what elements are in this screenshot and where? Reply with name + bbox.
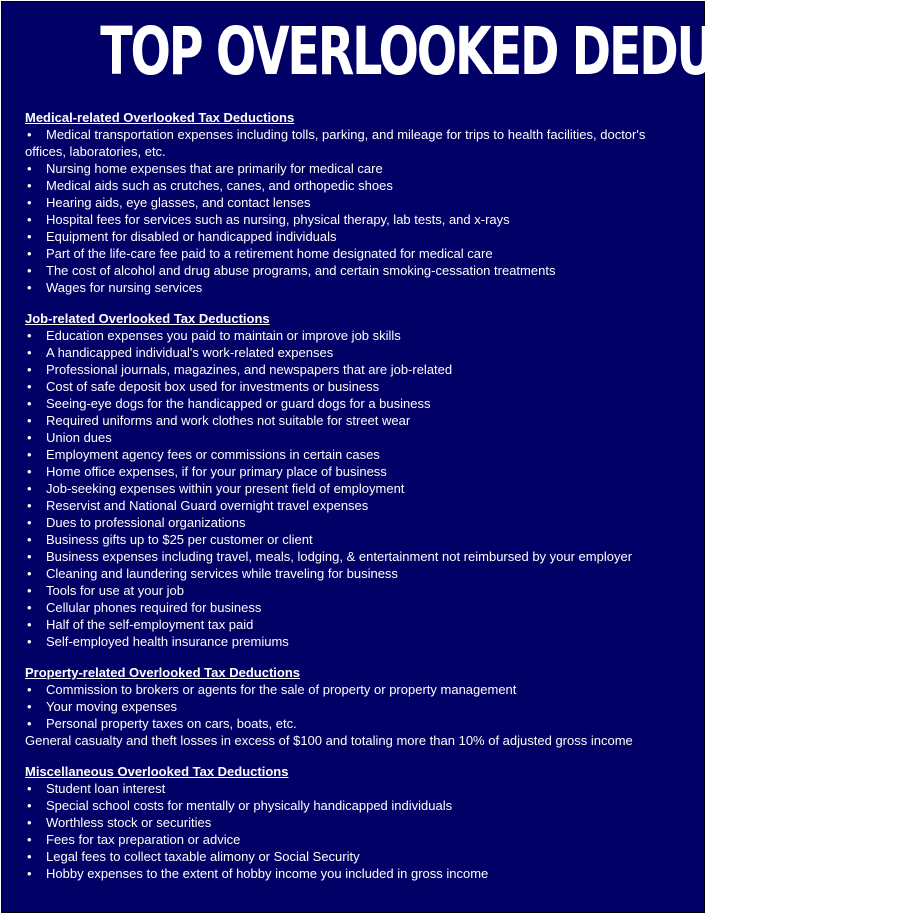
section-medical	[25, 109, 675, 296]
list-item: • Job-seeking expenses within your present field of employment	[25, 480, 675, 497]
section-heading: Miscellaneous Overlooked Tax Deductions	[25, 764, 289, 779]
list-item: • Special school costs for mentally or physically handicapped individuals	[25, 797, 675, 814]
list-item: • Medical aids such as crutches, canes, and orthopedic shoes	[25, 177, 675, 194]
list-item: • Self-employed health insurance premiums	[25, 633, 675, 650]
list-item: • Business expenses including travel, meals, lodging, & entertainment not reimbursed by your employer	[25, 548, 675, 565]
list-item: • Hearing aids, eye glasses, and contact lenses	[25, 194, 675, 211]
section-property	[25, 664, 675, 749]
list-item: • Student loan interest	[25, 780, 675, 797]
section-miscellaneous	[25, 763, 675, 882]
deduction-list	[25, 780, 675, 882]
list-item: • Half of the self-employment tax paid	[25, 616, 675, 633]
list-item: • Personal property taxes on cars, boats, etc.	[25, 715, 675, 732]
list-item: • Part of the life-care fee paid to a retirement home designated for medical care	[25, 245, 675, 262]
list-item: • Hospital fees for services such as nursing, physical therapy, lab tests, and x-rays	[25, 211, 675, 228]
deductions-poster	[1, 1, 899, 913]
deduction-list	[25, 327, 675, 650]
section-job	[25, 310, 675, 650]
list-item: • Cleaning and laundering services while traveling for business	[25, 565, 675, 582]
list-item: • Home office expenses, if for your primary place of business	[25, 463, 675, 480]
list-item: • Seeing-eye dogs for the handicapped or guard dogs for a business	[25, 395, 675, 412]
list-item: • Dues to professional organizations	[25, 514, 675, 531]
list-item: • Worthless stock or securities	[25, 814, 675, 831]
section-heading: Medical-related Overlooked Tax Deductions	[25, 110, 295, 125]
list-item: • Legal fees to collect taxable alimony or Social Security	[25, 848, 675, 865]
list-item: • Nursing home expenses that are primarily for medical care	[25, 160, 675, 177]
deduction-list	[25, 681, 675, 732]
list-item: • Professional journals, magazines, and newspapers that are job-related	[25, 361, 675, 378]
list-item: • Hobby expenses to the extent of hobby income you included in gross income	[25, 865, 675, 882]
page-title: TOP OVERLOOKED DEDUCTIONS	[100, 13, 899, 90]
section-heading: Property-related Overlooked Tax Deductions	[25, 665, 300, 680]
list-item: • Required uniforms and work clothes not suitable for street wear	[25, 412, 675, 429]
deduction-list	[25, 126, 675, 296]
list-item: • Education expenses you paid to maintain or improve job skills	[25, 327, 675, 344]
list-item: • Wages for nursing services	[25, 279, 675, 296]
section-heading: Job-related Overlooked Tax Deductions	[25, 311, 270, 326]
list-item: • Cellular phones required for business	[25, 599, 675, 616]
list-item: • Employment agency fees or commissions in certain cases	[25, 446, 675, 463]
list-item: • Business gifts up to $25 per customer or client	[25, 531, 675, 548]
list-item: • Commission to brokers or agents for the sale of property or property management	[25, 681, 675, 698]
list-item: • Union dues	[25, 429, 675, 446]
list-item: • Cost of safe deposit box used for investments or business	[25, 378, 675, 395]
list-item: • Tools for use at your job	[25, 582, 675, 599]
list-item: • The cost of alcohol and drug abuse programs, and certain smoking-cessation treatments	[25, 262, 675, 279]
section-note: General casualty and theft losses in excess of $100 and totaling more than 10% of adjusted gross income	[25, 733, 633, 748]
list-item: • Your moving expenses	[25, 698, 675, 715]
list-item: • Medical transportation expenses including tolls, parking, and mileage for trips to health facilities, doctor's offices, laboratories, etc.	[25, 126, 675, 160]
list-item: • Reservist and National Guard overnight travel expenses	[25, 497, 675, 514]
list-item: • Equipment for disabled or handicapped individuals	[25, 228, 675, 245]
list-item: • A handicapped individual's work-related expenses	[25, 344, 675, 361]
deductions-content	[25, 109, 675, 896]
list-item: • Fees for tax preparation or advice	[25, 831, 675, 848]
